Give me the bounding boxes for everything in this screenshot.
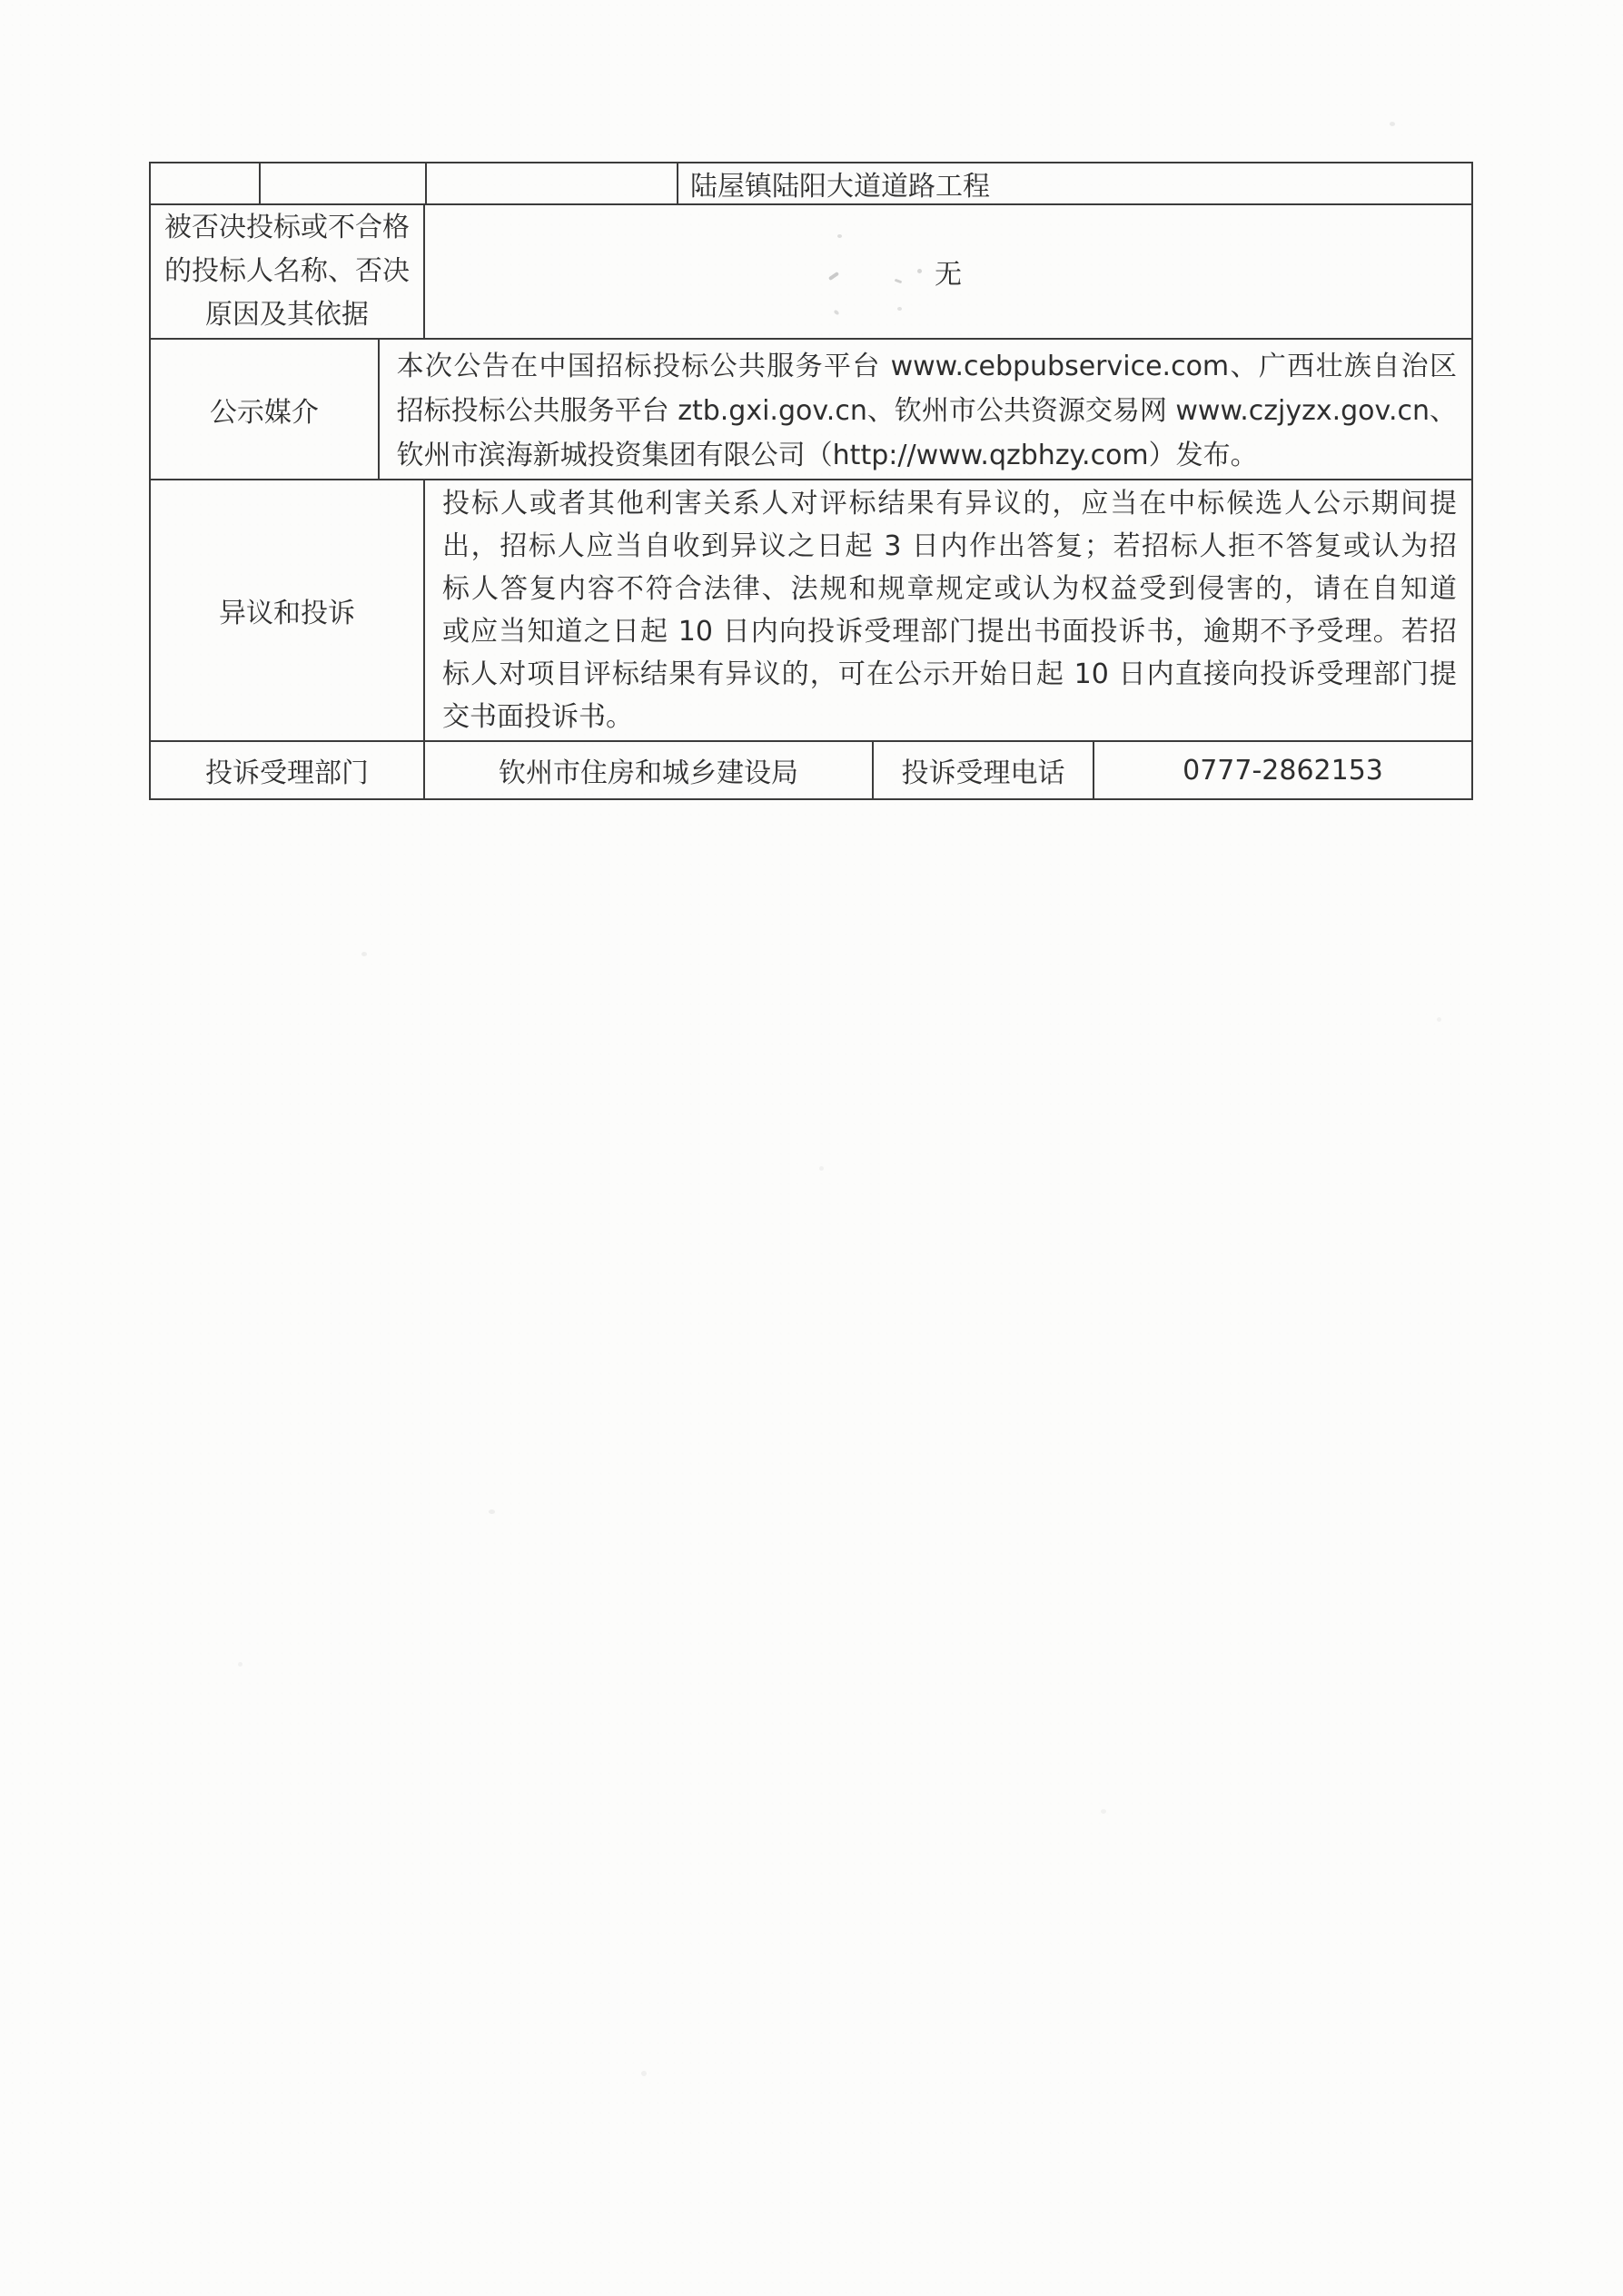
objection-text-line: 标人对项目评标结果有异议的，可在公示开始日起 10 日内直接向投诉受理部门提 <box>442 658 1457 690</box>
objection-text-line: 投标人或者其他利害关系人对评标结果有异议的，应当在中标候选人公示期间提 <box>442 488 1457 520</box>
scan-smudge <box>837 234 842 238</box>
table-row-announcement-media <box>151 340 1471 480</box>
objection-text-line: 标人答复内容不符合法律、法规和规章规定或认为权益受到侵害的，请在自知道 <box>442 573 1457 605</box>
rejected-bidders-label-line: 被否决投标或不合格 <box>164 212 410 243</box>
scan-smudge <box>897 307 902 311</box>
rejected-bidders-value <box>425 205 1471 338</box>
empty-cell <box>261 163 427 203</box>
table-row-objection-complaint <box>151 480 1471 742</box>
complaint-phone-label-text: 投诉受理电话 <box>901 757 1065 789</box>
scan-speckle <box>361 952 367 956</box>
table-row-rejected-bidders <box>151 205 1471 340</box>
complaint-dept-label-text: 投诉受理部门 <box>205 757 369 789</box>
rejected-bidders-label <box>151 205 425 338</box>
table-row-complaint-contact <box>151 742 1471 798</box>
scan-speckle <box>819 1166 824 1171</box>
announcement-media-label-cell <box>151 340 380 479</box>
objection-content <box>425 480 1471 740</box>
scan-smudge <box>917 269 922 273</box>
media-text-line: 招标投标公共服务平台 ztb.gxi.gov.cn、钦州市公共资源交易网 www.czjyzx.gov.cn、 <box>396 395 1457 427</box>
media-text-line: 本次公告在中国招标投标公共服务平台 www.cebpubservice.com、广西壮族自治区 <box>396 351 1457 382</box>
complaint-dept-value <box>425 742 874 798</box>
scan-speckle <box>1101 1809 1106 1814</box>
project-name-cell <box>678 163 1471 203</box>
rejected-bidders-label-line: 原因及其依据 <box>205 299 369 331</box>
announcement-media-content <box>380 340 1471 479</box>
complaint-dept-value-text: 钦州市住房和城乡建设局 <box>499 757 798 789</box>
complaint-dept-label <box>151 742 425 798</box>
scan-speckle <box>1217 581 1222 585</box>
complaint-phone-label <box>874 742 1094 798</box>
objection-text-line: 交书面投诉书。 <box>442 701 633 733</box>
empty-cell <box>151 163 261 203</box>
bid-result-table <box>149 162 1473 800</box>
objection-text-line: 或应当知道之日起 10 日内向投诉受理部门提出书面投诉书，逾期不予受理。若招 <box>442 616 1457 648</box>
media-text-line: 钦州市滨海新城投资集团有限公司（http://www.qzbhzy.com）发布。 <box>396 440 1258 471</box>
scan-speckle <box>641 2071 647 2076</box>
scan-speckle <box>238 1662 242 1667</box>
rejected-bidders-label-line: 的投标人名称、否决 <box>164 255 410 287</box>
objection-label: 异议和投诉 <box>219 598 355 629</box>
objection-label-cell <box>151 480 425 740</box>
scan-speckle <box>1390 122 1395 126</box>
scan-speckle <box>1437 1017 1441 1022</box>
table-row-project <box>151 163 1471 205</box>
announcement-media-label: 公示媒介 <box>209 396 319 429</box>
rejected-bidders-none: 无 <box>935 259 962 291</box>
complaint-phone-value-text: 0777-2862153 <box>1183 754 1383 787</box>
empty-cell <box>427 163 678 203</box>
project-name: 陆屋镇陆阳大道道路工程 <box>690 171 990 203</box>
objection-text-line: 出，招标人应当自收到异议之日起 3 日内作出答复；若招标人拒不答复或认为招 <box>442 530 1457 562</box>
complaint-phone-value <box>1094 742 1471 798</box>
scan-speckle <box>489 1509 495 1514</box>
